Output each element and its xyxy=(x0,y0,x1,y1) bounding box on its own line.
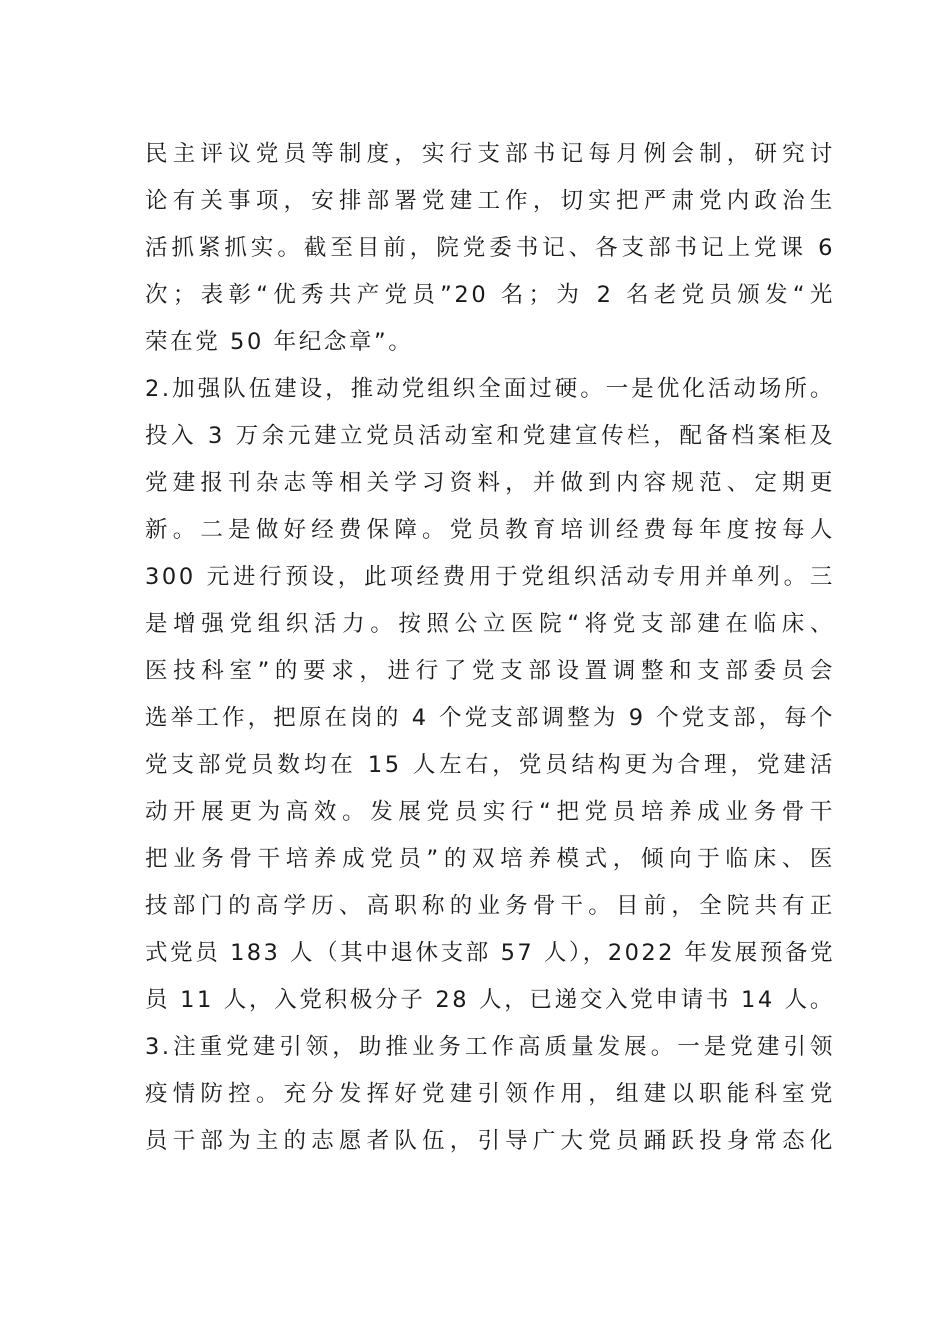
text-line: 300 元进行预设，此项经费用于党组织活动专用并单列。三 xyxy=(145,564,835,590)
text-line: 3.注重党建引领，助推业务工作高质量发展。一是党建引领 xyxy=(145,1034,835,1060)
text-line: 是增强党组织活力。按照公立医院“将党支部建在临床、 xyxy=(145,611,835,637)
text-line: 技部门的高学历、高职称的业务骨干。目前，全院共有正 xyxy=(145,893,835,919)
text-line: 员 11 人，入党积极分子 28 人，已递交入党申请书 14 人。 xyxy=(145,987,835,1013)
text-line: 投入 3 万余元建立党员活动室和党建宣传栏，配备档案柜及 xyxy=(145,423,835,449)
text-line: 式党员 183 人（其中退休支部 57 人），2022 年发展预备党 xyxy=(145,940,835,966)
text-line: 疫情防控。充分发挥好党建引领作用，组建以职能科室党 xyxy=(145,1081,835,1107)
text-line: 民主评议党员等制度，实行支部书记每月例会制，研究讨 xyxy=(145,141,835,167)
text-line: 新。二是做好经费保障。党员教育培训经费每年度按每人 xyxy=(145,517,835,543)
text-line: 2.加强队伍建设，推动党组织全面过硬。一是优化活动场所。 xyxy=(145,376,835,402)
text-line: 党支部党员数均在 15 人左右，党员结构更为合理，党建活 xyxy=(145,752,835,778)
text-line: 党建报刊杂志等相关学习资料，并做到内容规范、定期更 xyxy=(145,470,835,496)
text-line: 把业务骨干培养成党员”的双培养模式，倾向于临床、医 xyxy=(145,846,835,872)
text-line: 次；表彰“优秀共产党员”20 名；为 2 名老党员颁发“光 xyxy=(145,282,835,308)
text-line: 动开展更为高效。发展党员实行“把党员培养成业务骨干 xyxy=(145,799,835,825)
text-line: 医技科室”的要求，进行了党支部设置调整和支部委员会 xyxy=(145,658,835,684)
text-line: 选举工作，把原在岗的 4 个党支部调整为 9 个党支部，每个 xyxy=(145,705,835,731)
text-line: 论有关事项，安排部署党建工作，切实把严肃党内政治生 xyxy=(145,188,835,214)
text-line: 员干部为主的志愿者队伍，引导广大党员踊跃投身常态化 xyxy=(145,1128,835,1154)
text-line: 活抓紧抓实。截至目前，院党委书记、各支部书记上党课 6 xyxy=(145,235,835,261)
text-line: 荣在党 50 年纪念章”。 xyxy=(145,329,414,355)
